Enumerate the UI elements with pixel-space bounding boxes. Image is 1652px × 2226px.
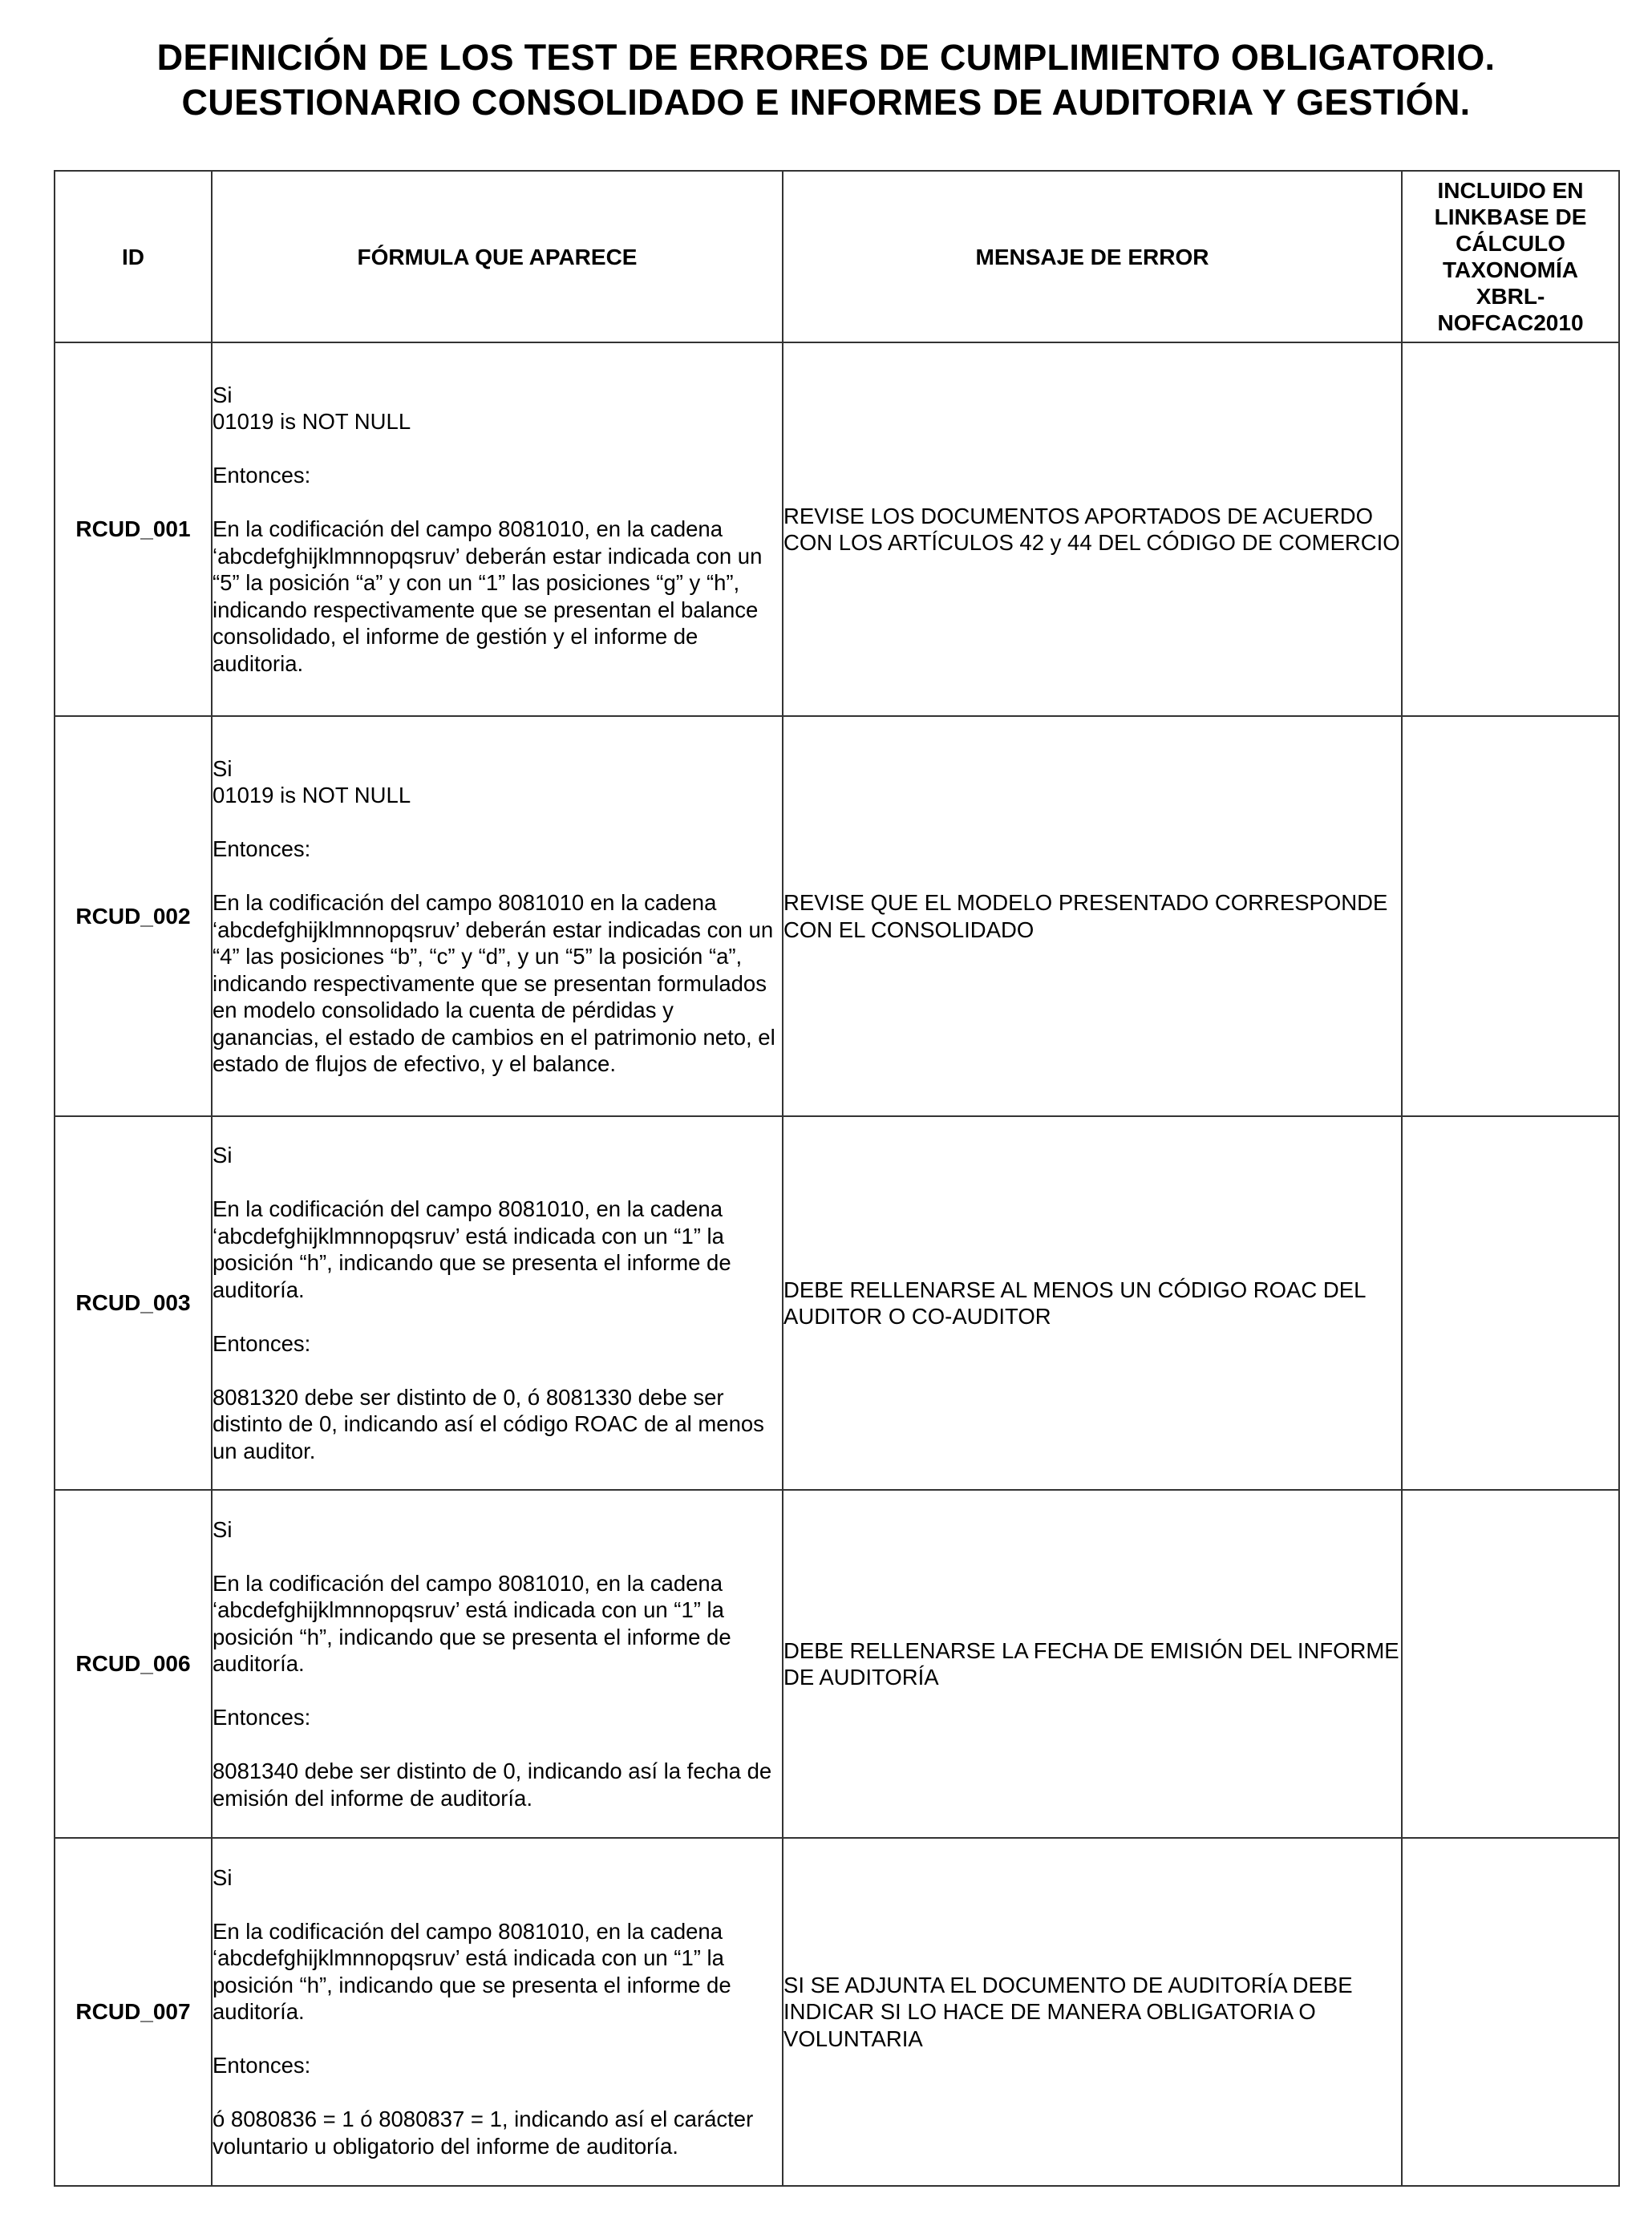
- formula-text-2: 8081340 debe ser distinto de 0, indicando así la fecha de emisión del informe de auditoría.: [213, 1759, 772, 1811]
- formula-entonces: Entonces:: [213, 463, 311, 488]
- header-message: MENSAJE DE ERROR: [783, 171, 1402, 342]
- formula-entonces: Entonces:: [213, 1330, 311, 1356]
- table-row: [55, 1838, 1619, 2186]
- row-error-message: DEBE RELLENARSE LA FECHA DE EMISIÓN DEL INFORME DE AUDITORÍA: [783, 1490, 1402, 1838]
- error-tests-table: [54, 170, 1620, 2187]
- row-id: RCUD_007: [55, 1838, 212, 2186]
- formula-text-1: En la codificación del campo 8081010, en la cadena ‘abcdefghijklmnnopqsruv’ está indicada con un “1” la posición “h”, indicando que se presenta el informe de auditoría.: [213, 1570, 731, 1677]
- row-id: RCUD_001: [55, 342, 212, 716]
- row-error-message: SI SE ADJUNTA EL DOCUMENTO DE AUDITORÍA DEBE INDICAR SI LO HACE DE MANERA OBLIGATORIA O VOLUNTARIA: [783, 1838, 1402, 2186]
- formula-text-1: En la codificación del campo 8081010, en la cadena ‘abcdefghijklmnnopqsruv’ está indicada con un “1” la posición “h”, indicando que se presenta el informe de auditoría.: [213, 1918, 731, 2025]
- formula-text-1: En la codificación del campo 8081010, en la cadena ‘abcdefghijklmnnopqsruv’ está indicada con un “1” la posición “h”, indicando que se presenta el informe de auditoría.: [213, 1196, 731, 1302]
- row-formula: [212, 1116, 783, 1490]
- row-formula: [212, 1490, 783, 1838]
- formula-si: Si: [213, 1143, 233, 1168]
- row-included: [1402, 1490, 1619, 1838]
- title-line-1: DEFINICIÓN DE LOS TEST DE ERRORES DE CUMPLIMIENTO OBLIGATORIO.: [156, 37, 1496, 78]
- formula-si: Si: [213, 1864, 233, 1890]
- formula-entonces: Entonces:: [213, 1705, 311, 1730]
- header-id: ID: [55, 171, 212, 342]
- formula-si: Si: [213, 755, 233, 781]
- formula-entonces: Entonces:: [213, 2053, 311, 2078]
- row-included: [1402, 1838, 1619, 2186]
- row-id: RCUD_003: [55, 1116, 212, 1490]
- row-included: [1402, 1116, 1619, 1490]
- table-row: [55, 1116, 1619, 1490]
- row-error-message: REVISE LOS DOCUMENTOS APORTADOS DE ACUERDO CON LOS ARTÍCULOS 42 y 44 DEL CÓDIGO DE COMERCIO: [783, 342, 1402, 716]
- title-line-2: CUESTIONARIO CONSOLIDADO E INFORMES DE AUDITORIA Y GESTIÓN.: [181, 82, 1471, 123]
- formula-text-2: 8081320 debe ser distinto de 0, ó 8081330 debe ser distinto de 0, indicando así el código ROAC de al menos un auditor.: [213, 1384, 764, 1463]
- row-formula: [212, 1838, 783, 2186]
- formula-text: En la codificación del campo 8081010, en la cadena ‘abcdefghijklmnnopqsruv’ deberán estar indicada con un “5” la posición “a” y con un “1” las posiciones “g” y “h”, indicando respectivamente que se presentan el balance consolidado, el informe de gestión y el informe de auditoria.: [213, 516, 763, 676]
- formula-condition: 01019 is NOT NULL: [213, 783, 411, 807]
- row-error-message: REVISE QUE EL MODELO PRESENTADO CORRESPONDE CON EL CONSOLIDADO: [783, 716, 1402, 1116]
- row-formula: [212, 716, 783, 1116]
- row-formula: [212, 342, 783, 716]
- formula-condition: 01019 is NOT NULL: [213, 409, 411, 435]
- formula-si: Si: [213, 382, 233, 407]
- formula-text: En la codificación del campo 8081010 en la cadena ‘abcdefghijklmnnopqsruv’ deberán estar indicadas con un “4” las posiciones “b”, “c” y “d”, y un “5” la posición “a”, indicando respectivamente que se presentan formulados en modelo consolidado la cuenta de pérdidas y ganancias, el estado de cambios en el patrimonio neto, el estado de flujos de efectivo, y el balance.: [213, 890, 775, 1076]
- page-title: [0, 35, 1652, 125]
- row-included: [1402, 716, 1619, 1116]
- table-row: [55, 1490, 1619, 1838]
- table-header-row: [55, 171, 1619, 342]
- row-id: RCUD_006: [55, 1490, 212, 1838]
- table-row: [55, 342, 1619, 716]
- row-id: RCUD_002: [55, 716, 212, 1116]
- row-included: [1402, 342, 1619, 716]
- header-formula: FÓRMULA QUE APARECE: [212, 171, 783, 342]
- formula-entonces: Entonces:: [213, 836, 311, 861]
- header-included: INCLUIDO EN LINKBASE DE CÁLCULO TAXONOMÍA XBRL-NOFCAC2010: [1402, 171, 1619, 342]
- table-row: [55, 716, 1619, 1116]
- formula-text-2: ó 8080836 = 1 ó 8080837 = 1, indicando así el carácter voluntario u obligatorio del informe de auditoría.: [213, 2107, 754, 2159]
- row-error-message: DEBE RELLENARSE AL MENOS UN CÓDIGO ROAC DEL AUDITOR O CO-AUDITOR: [783, 1116, 1402, 1490]
- formula-si: Si: [213, 1516, 233, 1542]
